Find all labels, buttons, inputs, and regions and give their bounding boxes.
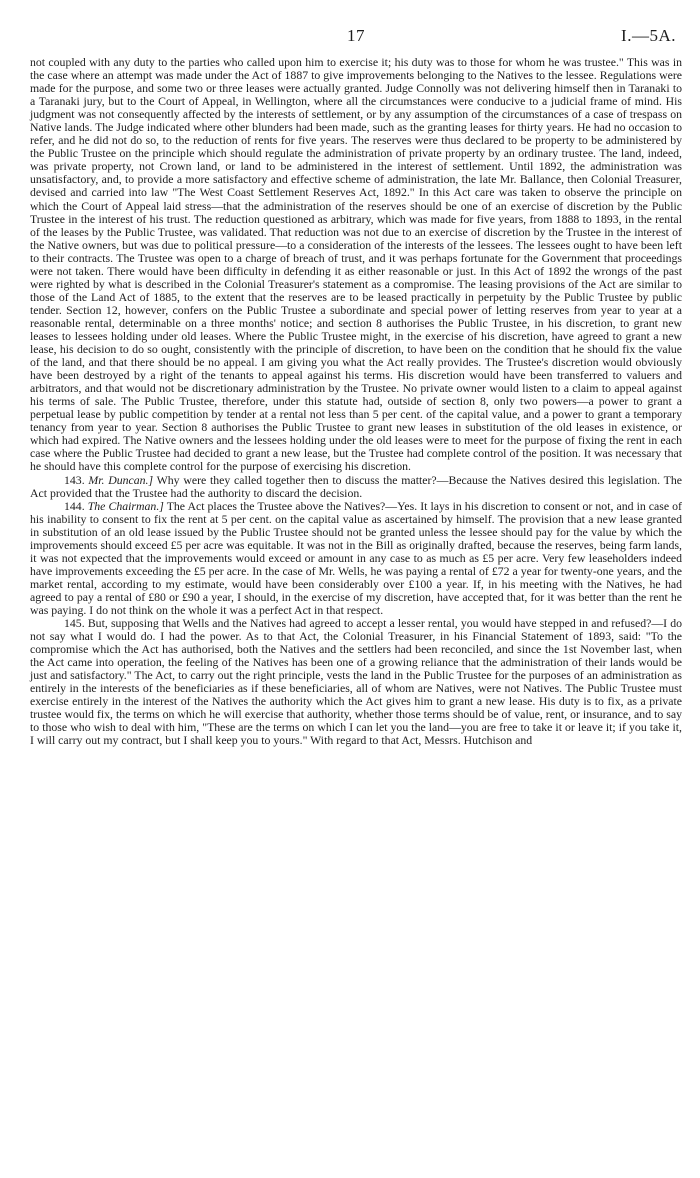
paragraph-text: Why were they called together then to discuss the matter?—Because the Natives desired this legislation. The Act provided that the Trustee had the authority to discard the decision. <box>30 472 682 500</box>
paragraph-number: 143. <box>64 472 85 487</box>
paragraph-continued <box>30 56 682 474</box>
document-body <box>30 56 682 747</box>
paragraph-number: 144. <box>64 498 85 513</box>
speaker-label: Mr. Duncan.] <box>88 472 154 487</box>
paragraph-145 <box>30 617 682 747</box>
speaker-label: The Chairman.] <box>87 498 164 513</box>
page-number: 17 <box>347 26 365 45</box>
paragraph-text: The Act places the Trustee above the Natives?—Yes. It lays in his discretion to consent or not, and in case of his inability to consent to fix the rent at 5 per cent. on the capital value as ascertained by himself. The provision that a new lease granted in substitution of an old lease issued by the Public Trustee should not be granted unless the lessee should pay for the value by which the improvements should exceed £5 per acre was equitable. It was not in the Bill as originally drafted, because the reserves, being farm lands, it was not expected that the improvements would exceed or amount in any case to as much as £5 per acre. Very few leaseholders indeed have improvements exceeding the £5 per acre. In the case of Mr. Wells, he was paying a rental of £72 a year for twenty-one years, and the market rental, according to my estimate, would have been considerably over £100 a year. If, in his meeting with the Natives, he had agreed to pay a rental of £80 or £90 a year, I should, in the exercise of my discretion, have accepted that, for it was better than the rent he was paying. I do not think on the whole it was a perfect Act in that respect. <box>30 498 682 617</box>
paragraph-text: But, supposing that Wells and the Natives had agreed to accept a lesser rental, you would have stepped in and refused?—I do not say what I would do. I had the power. As to that Act, the Colonial Treasurer, in his Financial Statement of 1893, said: "To the compromise which the Act has authorised, both the Natives and the settlers had been reconciled, and since the 1st November last, when the Act came into operation, the feeling of the Natives has been one of a growing reliance that the administration of their lands would be just and satisfactory." The Act, to carry out the right principle, vests the land in the Public Trustee for the purposes of an administration as entirely in the interests of the beneficiaries as if these beneficiaries, all of whom are Natives, were not Natives. The Public Trustee must exercise entirely in the interest of the Natives the authority which the Act gives him to grant a new lease. His duty is to fix, as a private trustee would fix, the terms on which he will exercise that authority, whether those terms should be of value, rent, or insurance, and to say to those who wish to deal with him, "These are the terms on which I can let you the land—you are free to take it or leave it; if you take it, I will carry out my contract, but I shall keep you to yours." With regard to that Act, Messrs. Hutchison and <box>30 616 682 748</box>
document-reference: I.—5A. <box>621 26 676 45</box>
paragraph-144 <box>30 500 682 617</box>
page-header <box>30 26 682 56</box>
paragraph-text: not coupled with any duty to the parties who called upon him to exercise it; his duty was to those for whom he was trustee." This was in the case where an attempt was made under the Act of 1887 to give improvements belonging to the Natives to the lessee. Regulations were made for the purpose, and some two or three leases were actually granted. Judge Connolly was not delivering himself then in Taranaki to a Taranaki jury, but to the Court of Appeal, in Wellington, where all the circumstances were conducive to a judicial frame of mind. His judgment was not consequently affected by the interests of settlement, or by any assumption of the circumstances of a case of trespass on Native lands. The Judge indicated where other blunders had been made, such as the granting leases for thirty years. He had no occasion to refer, and he did not do so, to the reduction of rents for five years. The reserves were thus declared to be property to be administered by the Public Trustee on the principle which should regulate the administration of private property by an ordinary trustee. The land, indeed, was private property, not Crown land, or land to be administered in the interest of settlement. Until 1892, the administration was unsatisfactory, and, to provide a more satisfactory and effective scheme of administration, the late Mr. Ballance, then Colonial Treasurer, devised and carried into law "The West Coast Settlement Reserves Act, 1892." In this Act care was taken to observe the principle on which the Court of Appeal laid stress—that the administration of the reserves should be one of an exercise of discretion by the Public Trustee in the interest of his trust. The reduction questioned as arbitrary, which was made for five years, from 1888 to 1893, in the rental of the leases by the Public Trustee, was validated. That reduction was not due to an exercise of discretion by the Trustee in the interest of the Native owners, but was due to political pressure—to a consideration of the interests of the lessees. The lessees ought to have been left to their contracts. The Trustee was open to a charge of breach of trust, and it was perhaps fortunate for the Government that proceedings were not taken. There would have been difficulty in defending it as either reasonable or just. In this Act of 1892 the wrongs of the past were righted by what is described in the Colonial Treasurer's statement as a compromise. The leasing provisions of the Act are similar to those of the Land Act of 1885, to the extent that the reserves are to be leased practically in perpetuity by the Public Trustee by public tender. Section 12, however, confers on the Public Trustee a subordinate and special power of letting reserves from year to year at a reasonable rental, determinable on a three months' notice; and section 8 authorises the Public Trustee, in his discretion, to grant new leases to lessees holding under old leases. Where the Public Trustee might, in the exercise of his discretion, have agreed to grant a new lease, his decision to do so ought, consistently with the principle of discretion, to have been on the condition that he should fix the value of the land, and that there should be no appeal. I am giving you what the Act really provides. The Trustee's discretion would obviously have been destroyed by a right of the tenants to appeal against his terms. His discretion would have been transferred to valuers and arbitrators, and that would not be discretionary administration by the Trustee. No private owner would listen to a claim to appeal against his terms of sale. The Public Trustee, therefore, under this statute had, outside of section 8, only two powers—a power to grant a perpetual lease by public competition by tender at a rental not less than 5 per cent. of the capital value, and a power to grant a temporary tenancy from year to year. Section 8 authorises the Public Trustee to grant new leases in substitution of the old leases in existence, or which had expired. The Native owners and the lessees holding under the old leases were to meet for the purpose of fixing the rent in each case where the Public Trustee had decided to grant a new lease, but the Trustee had complete control of the position. It was necessary that he should have this complete control for the purpose of exercising his discretion. <box>30 55 682 474</box>
paragraph-number: 145. <box>64 616 85 631</box>
paragraph-143 <box>30 474 682 500</box>
